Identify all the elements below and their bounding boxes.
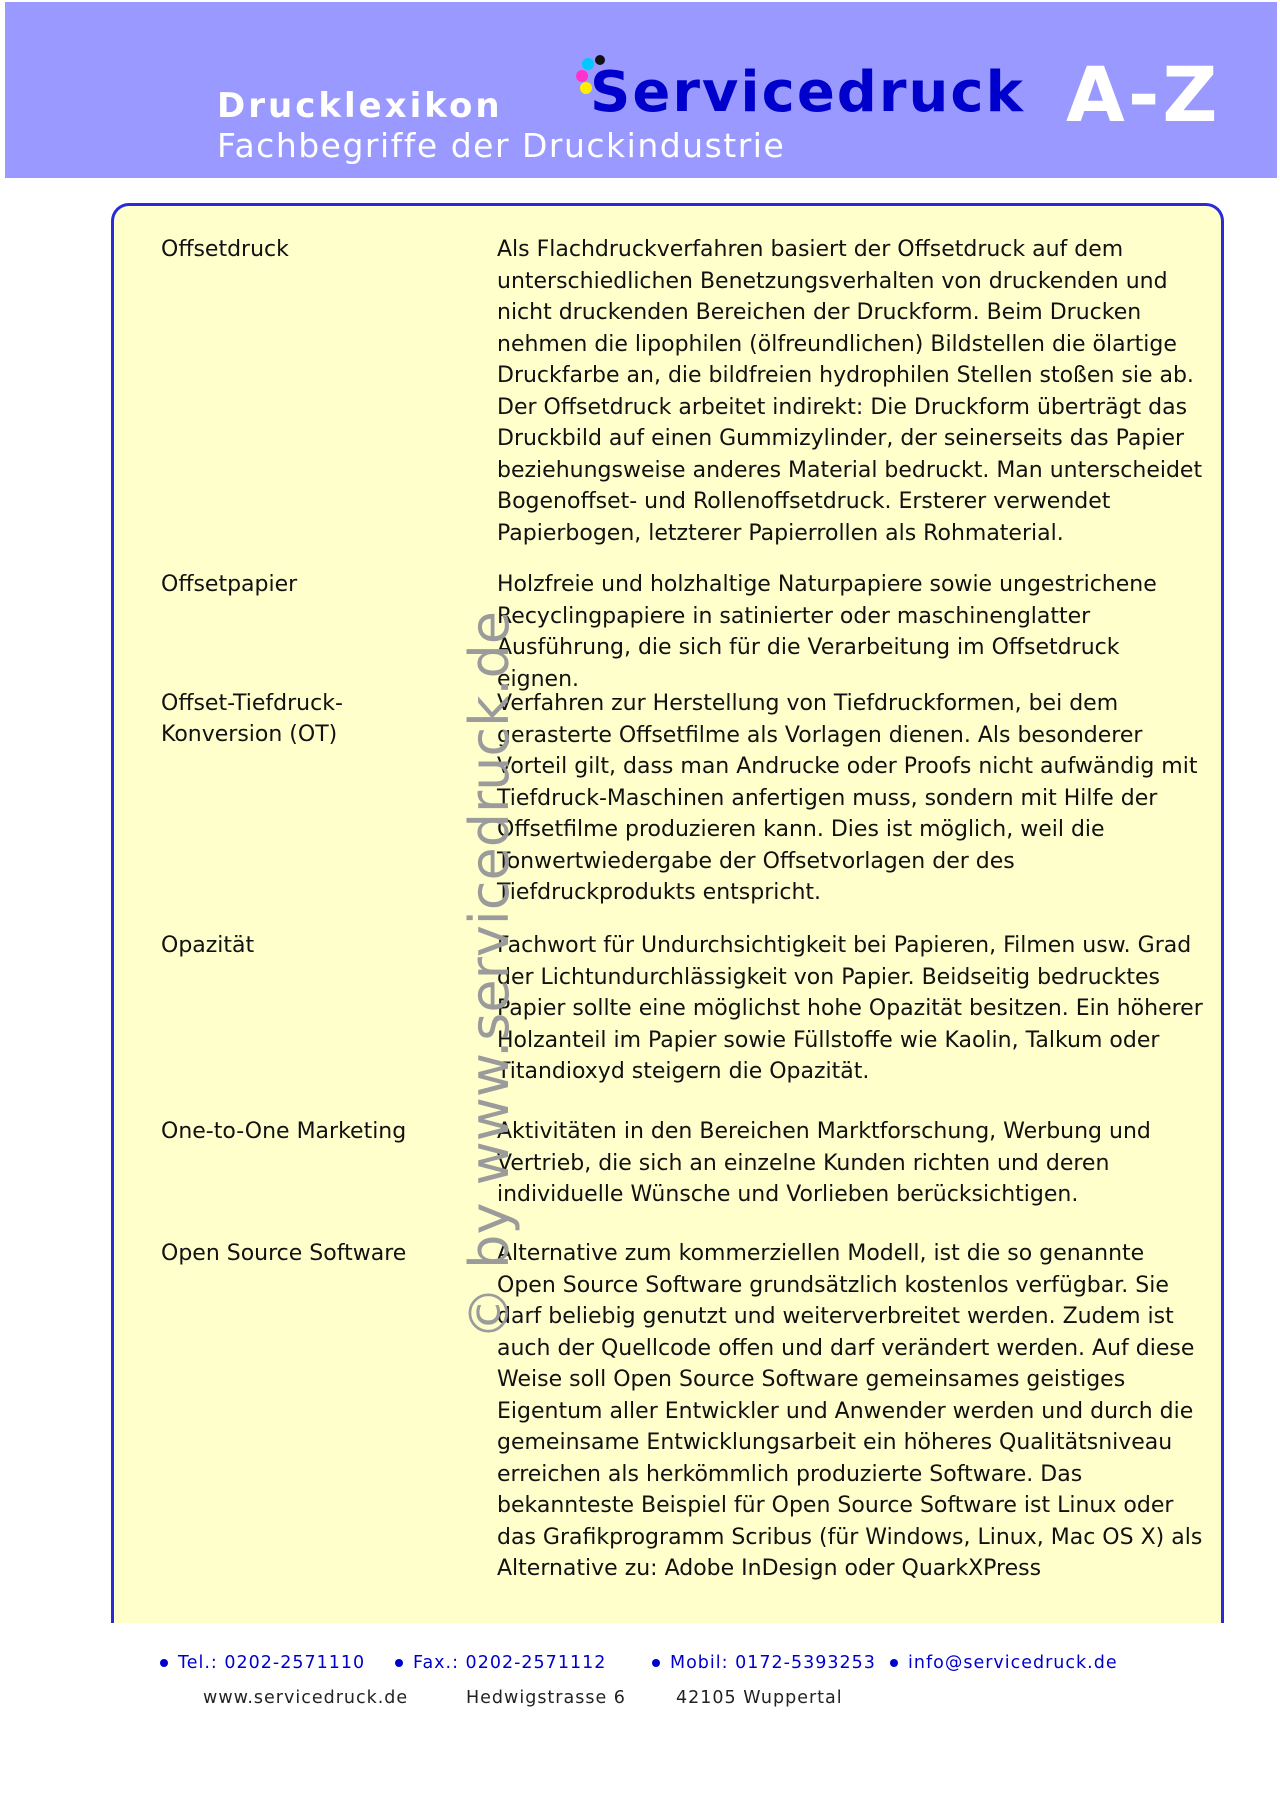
bullet-icon [652, 1659, 660, 1667]
alphabet-range: A-Z [1066, 50, 1221, 139]
entry-definition: Als Flachdruckverfahren basiert der Offsetdruck auf dem unterschiedlichen Benetzungsverhalten von druckenden und nicht druckenden Bereichen der Druckform. Beim Drucken nehmen die lipophilen (ölfreundlichen) Bildstellen die ölartige Druckfarbe an, die bildfreien hydrophilen Stellen stoßen sie ab. Der Offsetdruck arbeitet indirekt: Die Druckform überträgt das Druckbild auf einen Gummizylinder, der seinerseits das Papier beziehungsweise anderes Material bedruckt. Man unterscheidet Bogenoffset- und Rollenoffsetdruck. Ersterer verwendet Papierbogen, letzterer Papierrollen als Rohmaterial. [497, 237, 1203, 546]
entry-definition: Verfahren zur Herstellung von Tiefdruckformen, bei dem gerasterte Offsetfilme als Vorlagen dienen. Als besonderer Vorteil gilt, dass man Andrucke oder Proofs nicht aufwändig mit Tiefdruck-Maschinen anfertigen muss, sondern mit Hilfe der Offsetfilme produzieren kann. Dies ist möglich, weil die Tonwertwiedergabe der Offsetvorlagen der des Tiefdruckprodukts entspricht. [497, 691, 1198, 905]
footer-tel: Tel.: 0202-2571110 [160, 1653, 365, 1673]
footer-city: 42105 Wuppertal [676, 1688, 843, 1708]
entry-term: Offsetdruck [161, 237, 289, 262]
bullet-icon [890, 1659, 898, 1667]
footer-web[interactable]: www.servicedruck.de [203, 1688, 409, 1708]
footer-street: Hedwigstrasse 6 [466, 1688, 626, 1708]
bullet-icon [395, 1659, 403, 1667]
entry-definition: Holzfreie und holzhaltige Naturpapiere sowie ungestrichene Recyclingpapiere in satinierter oder maschinenglatter Ausführung, die sich für die Verarbeitung im Offsetdruck eignen. [497, 572, 1157, 692]
copyright-watermark: © by www.servicedruck.de [458, 610, 521, 1340]
entry-term: Offsetpapier [161, 572, 298, 597]
bullet-icon [160, 1659, 168, 1667]
footer-fax: Fax.: 0202-2571112 [395, 1653, 606, 1673]
entry-definition: Fachwort für Undurchsichtigkeit bei Papieren, Filmen usw. Grad der Lichtundurchlässigkeit von Papier. Beidseitig bedrucktes Papier sollte eine möglichst hohe Opazität besitzen. Ein höherer Holzanteil im Papier sowie Füllstoffe wie Kaolin, Talkum oder Titandioxyd steigern die Opazität. [497, 933, 1203, 1084]
footer-mobil: Mobil: 0172-5393253 [652, 1653, 876, 1673]
footer-email[interactable]: info@servicedruck.de [890, 1653, 1118, 1673]
entry-term: Offset-Tiefdruck-Konversion (OT) [161, 691, 343, 747]
header-title: Drucklexikon [217, 86, 503, 126]
entry-term: Opazität [161, 933, 255, 958]
logo-wordmark: Servicedruck [590, 60, 1025, 125]
entry-term: Open Source Software [161, 1241, 407, 1266]
entry-definition: Aktivitäten in den Bereichen Marktforschung, Werbung und Vertrieb, die sich an einzelne Kunden richten und deren individuelle Wünsche und Vorlieben berücksichtigen. [497, 1119, 1151, 1207]
entry-term: One-to-One Marketing [161, 1119, 407, 1144]
header-subtitle: Fachbegriffe der Druckindustrie [217, 126, 786, 165]
glossary-panel [111, 203, 1224, 1623]
entry-definition: Alternative zum kommerziellen Modell, ist die so genannte Open Source Software grundsätzlich kostenlos verfügbar. Sie darf beliebig genutzt und weiterverbreitet werden. Zudem ist auch der Quellcode offen und darf verändert werden. Auf diese Weise soll Open Source Software gemeinsames geistiges Eigentum aller Entwickler und Anwender werden und durch die gemeinsame Entwicklungsarbeit ein höheres Qualitätsniveau erreichen als herkömmlich produzierte Software. Das bekannteste Beispiel für Open Source Software ist Linux oder das Grafikprogramm Scribus (für Windows, Linux, Mac OS X) als Alternative zu: Adobe InDesign oder QuarkXPress [497, 1241, 1203, 1581]
